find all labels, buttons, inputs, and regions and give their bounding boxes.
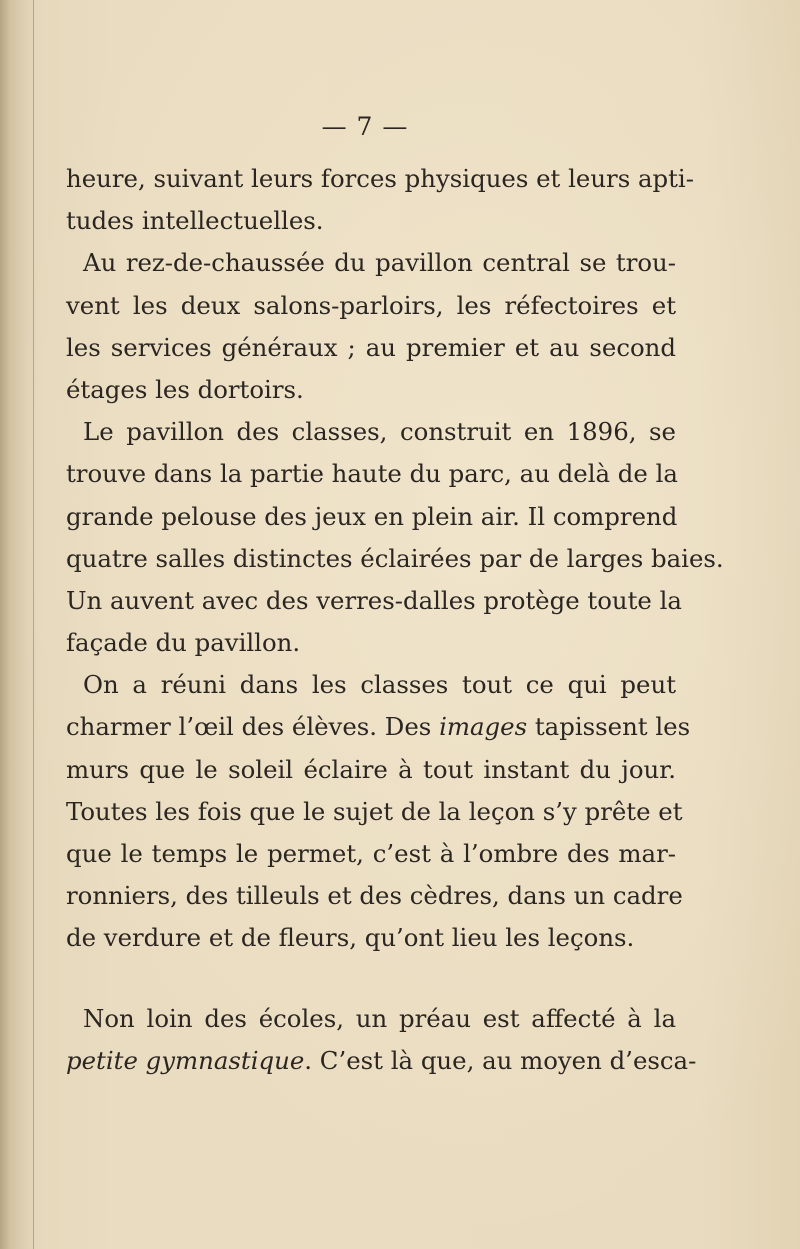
text-line: de verdure et de fleurs, qu’ont lieu les leçons.	[66, 923, 635, 953]
text-line: façade du pavillon.	[66, 628, 301, 658]
text-line: Le pavillon des classes, construit en 1896, se	[83, 417, 676, 447]
text-line: quatre salles distinctes éclairées par de larges baies.	[66, 543, 724, 573]
binding-edge-line	[33, 0, 34, 1249]
text-line: les services généraux ; au premier et au second	[66, 332, 676, 362]
italic-phrase: petite gymnastique	[66, 1045, 305, 1075]
text-line	[66, 1040, 697, 1082]
text-line: heure, suivant leurs forces physiques et leurs apti-	[66, 164, 694, 193]
text-line: vent les deux salons-parloirs, les réfectoires et	[66, 290, 676, 320]
text-line: On a réuni dans les classes tout ce qui peut	[83, 670, 676, 700]
text-fragment: charmer l’œil des élèves. Des	[66, 712, 440, 742]
text-line: grande pelouse des jeux en plein air. Il comprend	[66, 501, 678, 531]
text-line: étages les dortoirs.	[66, 374, 304, 404]
text-line: que le temps le permet, c’est à l’ombre des mar-	[66, 839, 676, 868]
paragraph	[66, 242, 676, 411]
paragraph	[66, 411, 724, 664]
text-line	[66, 706, 691, 748]
italic-word: images	[439, 712, 528, 742]
paragraph	[66, 664, 691, 959]
text-line: Un auvent avec des verres-dalles protège toute la	[66, 585, 682, 615]
text-line: Toutes les fois que le sujet de la leçon s’y prête et	[66, 796, 683, 826]
text-line: Non loin des écoles, un préau est affecté à la	[83, 1003, 676, 1033]
text-fragment: tapissent les	[527, 712, 691, 742]
section-gap	[66, 960, 676, 998]
binding-shadow	[0, 0, 40, 1249]
text-line: ronniers, des tilleuls et des cèdres, dans un cadre	[66, 881, 683, 911]
text-line: tudes intellectuelles.	[66, 206, 324, 236]
text-line: Au rez-de-chaussée du pavillon central se trou-	[83, 248, 676, 278]
text-line: trouve dans la partie haute du parc, au delà de la	[66, 459, 678, 489]
text-fragment: . C’est là que, au moyen d’esca-	[304, 1045, 697, 1075]
text-line: murs que le soleil éclaire à tout instant du jour.	[66, 754, 676, 784]
paragraph	[66, 158, 694, 242]
page-number: — 7 —	[321, 112, 409, 141]
paragraph	[66, 998, 697, 1082]
body-text	[66, 158, 724, 1082]
